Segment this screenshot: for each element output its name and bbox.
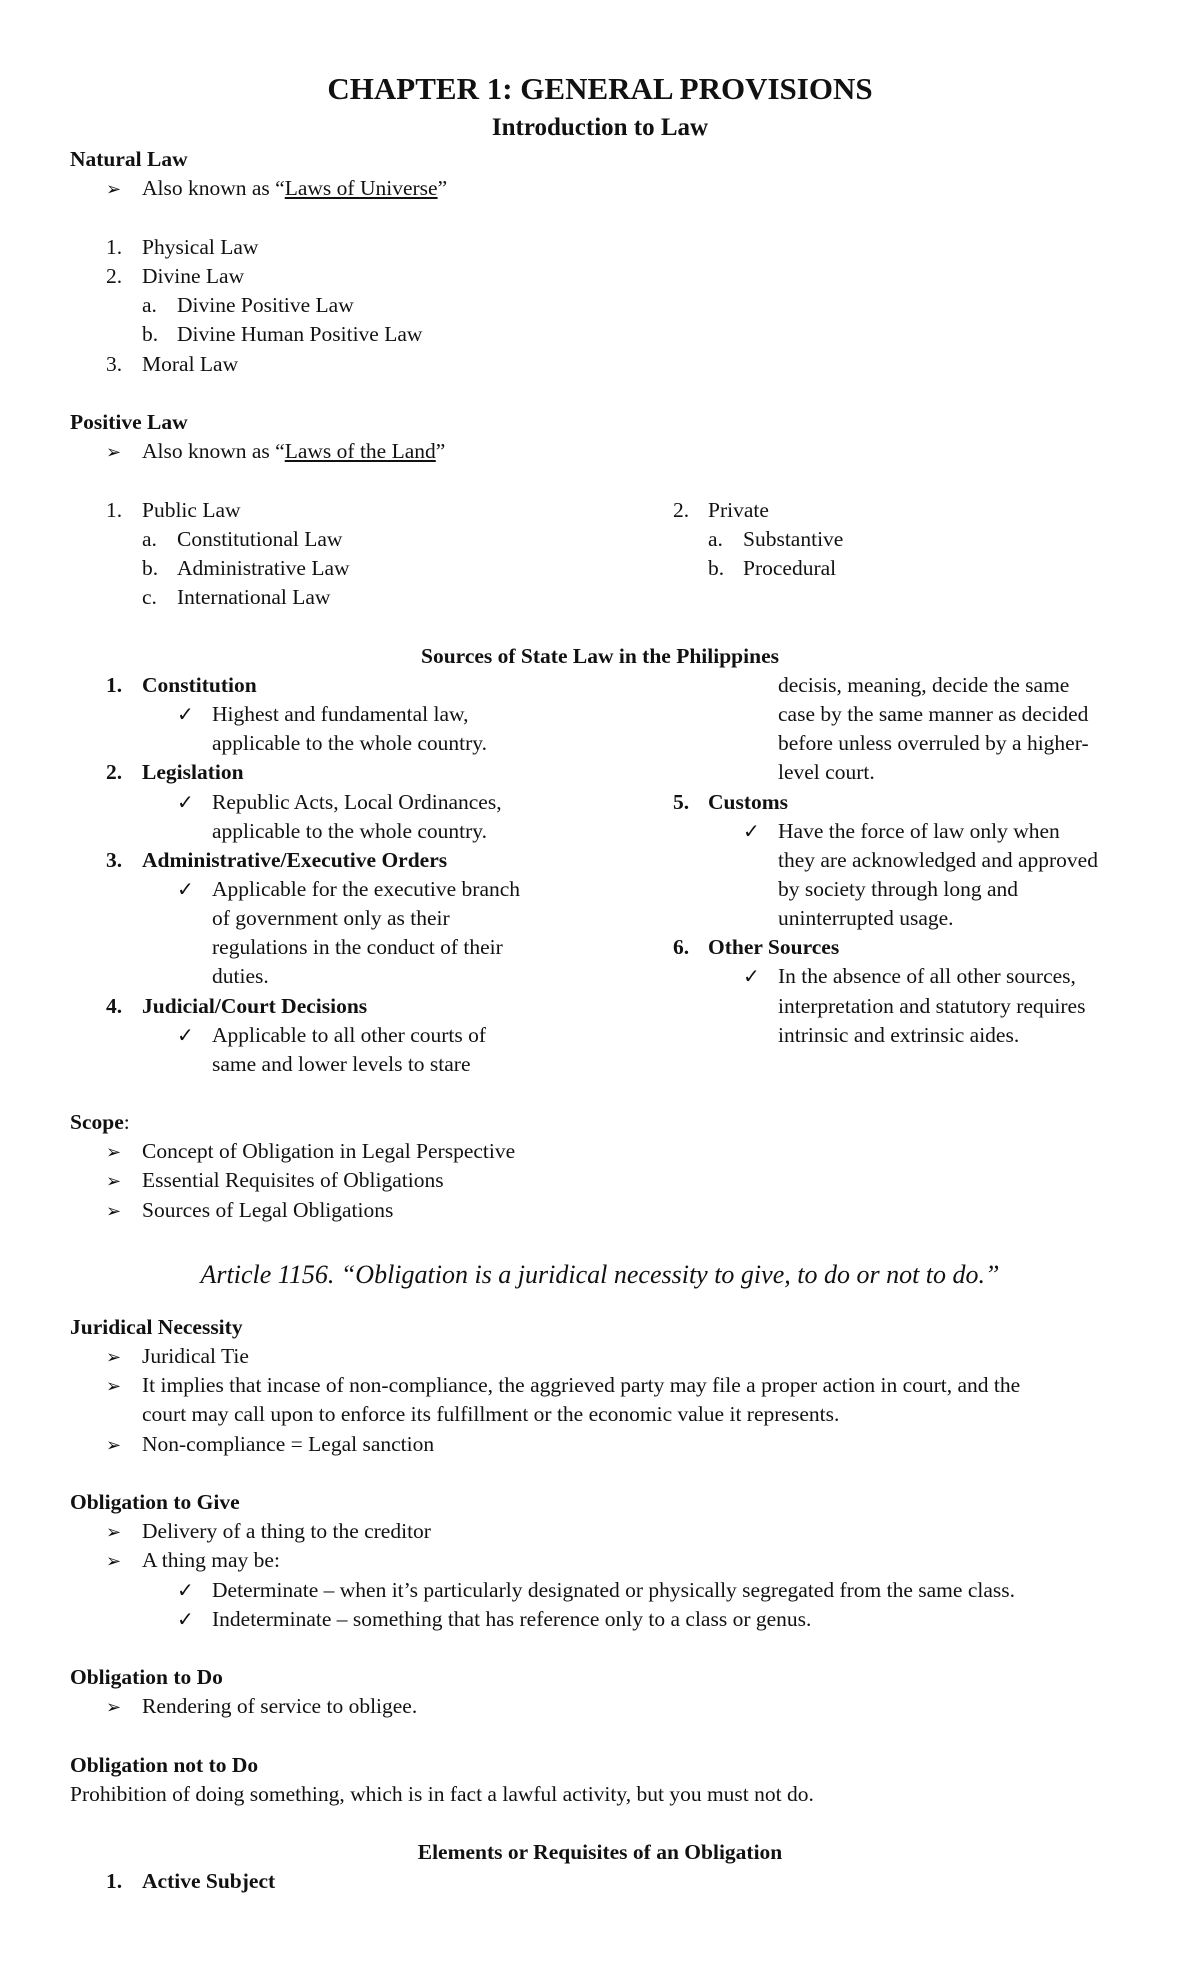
source-desc: applicable to the whole country. xyxy=(212,731,488,755)
source-continuation: case by the same manner as decided xyxy=(778,702,1089,726)
source-desc: duties. xyxy=(212,964,269,988)
not-do-text: Prohibition of doing something, which is in fact a lawful activity, but you must not do. xyxy=(70,1782,814,1806)
arrow-bullet-icon: ➢ xyxy=(106,1435,122,1455)
positive-law-aka: Also known as “Laws of the Land” xyxy=(142,439,446,463)
arrow-bullet-icon: ➢ xyxy=(106,1551,122,1571)
check-icon: ✓ xyxy=(177,1580,194,1602)
natural-law-item: Moral Law xyxy=(142,352,239,376)
list-number: 1. xyxy=(106,235,123,259)
list-letter: a. xyxy=(708,527,723,551)
arrow-bullet-icon: ➢ xyxy=(106,1142,122,1162)
article-quote: Article 1156. “Obligation is a juridical necessity to give, to do or not to do.” xyxy=(200,1260,1000,1289)
give-check-item: Indeterminate – something that has reference only to a class or genus. xyxy=(212,1607,812,1631)
arrow-bullet-icon: ➢ xyxy=(106,1376,122,1396)
check-icon: ✓ xyxy=(743,821,760,843)
source-title: Judicial/Court Decisions xyxy=(142,994,368,1018)
do-heading: Obligation to Do xyxy=(70,1665,223,1689)
list-number: 1. xyxy=(106,1869,123,1893)
source-desc: intrinsic and extrinsic aides. xyxy=(778,1023,1020,1047)
source-number: 4. xyxy=(106,994,123,1018)
juridical-item: Non-compliance = Legal sanction xyxy=(142,1432,435,1456)
source-desc: uninterrupted usage. xyxy=(778,906,954,930)
check-icon: ✓ xyxy=(177,1609,194,1631)
check-icon: ✓ xyxy=(177,1025,194,1047)
arrow-bullet-icon: ➢ xyxy=(106,1697,122,1717)
arrow-bullet-icon: ➢ xyxy=(106,1347,122,1367)
list-number: 3. xyxy=(106,352,123,376)
natural-law-aka: Also known as “Laws of Universe” xyxy=(142,176,448,200)
juridical-item-cont: court may call upon to enforce its fulfillment or the economic value it represents. xyxy=(142,1402,840,1426)
list-letter: a. xyxy=(142,293,157,317)
source-desc: applicable to the whole country. xyxy=(212,819,488,843)
source-desc: Highest and fundamental law, xyxy=(212,702,469,726)
positive-law-heading: Positive Law xyxy=(70,410,188,434)
list-letter: b. xyxy=(142,322,159,346)
source-desc: interpretation and statutory requires xyxy=(778,994,1086,1018)
give-item: Delivery of a thing to the creditor xyxy=(142,1519,431,1543)
private-law-sub: Procedural xyxy=(743,556,837,580)
give-item: A thing may be: xyxy=(142,1548,280,1572)
list-number: 2. xyxy=(106,264,123,288)
divine-sub-item: Divine Human Positive Law xyxy=(177,322,423,346)
scope-item: Sources of Legal Obligations xyxy=(142,1198,394,1222)
arrow-bullet-icon: ➢ xyxy=(106,1201,122,1221)
give-check-item: Determinate – when it’s particularly designated or physically segregated from the same class. xyxy=(212,1578,1015,1602)
source-desc: regulations in the conduct of their xyxy=(212,935,503,959)
arrow-bullet-icon: ➢ xyxy=(106,179,122,199)
source-desc: they are acknowledged and approved xyxy=(778,848,1098,872)
scope-heading: Scope: xyxy=(70,1110,130,1134)
source-number: 2. xyxy=(106,760,123,784)
check-icon: ✓ xyxy=(177,704,194,726)
elements-item: Active Subject xyxy=(142,1869,276,1893)
source-number: 6. xyxy=(673,935,690,959)
source-desc: In the absence of all other sources, xyxy=(778,964,1076,988)
list-letter: a. xyxy=(142,527,157,551)
source-title: Customs xyxy=(708,790,789,814)
check-icon: ✓ xyxy=(177,792,194,814)
natural-law-item: Physical Law xyxy=(142,235,259,259)
check-icon: ✓ xyxy=(743,966,760,988)
source-desc: Republic Acts, Local Ordinances, xyxy=(212,790,502,814)
juridical-item: It implies that incase of non-compliance, the aggrieved party may file a proper action in court, and the xyxy=(142,1373,1021,1397)
section-subtitle: Introduction to Law xyxy=(491,114,709,141)
do-item: Rendering of service to obligee. xyxy=(142,1694,418,1718)
source-number: 3. xyxy=(106,848,123,872)
list-number: 1. xyxy=(106,498,123,522)
source-continuation: level court. xyxy=(778,760,875,784)
source-title: Administrative/Executive Orders xyxy=(142,848,448,872)
public-law-sub: International Law xyxy=(177,585,331,609)
list-letter: b. xyxy=(142,556,159,580)
public-law-label: Public Law xyxy=(142,498,241,522)
arrow-bullet-icon: ➢ xyxy=(106,1171,122,1191)
source-title: Constitution xyxy=(142,673,257,697)
source-desc: by society through long and xyxy=(778,877,1019,901)
source-number: 5. xyxy=(673,790,690,814)
scope-item: Essential Requisites of Obligations xyxy=(142,1168,444,1192)
source-desc: Have the force of law only when xyxy=(778,819,1060,843)
public-law-sub: Constitutional Law xyxy=(177,527,343,551)
private-law-label: Private xyxy=(708,498,769,522)
list-letter: b. xyxy=(708,556,725,580)
elements-heading: Elements or Requisites of an Obligation xyxy=(417,1840,783,1864)
scope-item: Concept of Obligation in Legal Perspective xyxy=(142,1139,516,1163)
source-title: Other Sources xyxy=(708,935,840,959)
juridical-heading: Juridical Necessity xyxy=(70,1315,243,1339)
source-continuation: before unless overruled by a higher- xyxy=(778,731,1089,755)
list-number: 2. xyxy=(673,498,690,522)
source-continuation: decisis, meaning, decide the same xyxy=(778,673,1070,697)
chapter-title: CHAPTER 1: GENERAL PROVISIONS xyxy=(327,71,873,106)
give-heading: Obligation to Give xyxy=(70,1490,240,1514)
juridical-item: Juridical Tie xyxy=(142,1344,249,1368)
list-letter: c. xyxy=(142,585,157,609)
source-desc: of government only as their xyxy=(212,906,450,930)
natural-law-item: Divine Law xyxy=(142,264,245,288)
not-do-heading: Obligation not to Do xyxy=(70,1753,259,1777)
source-number: 1. xyxy=(106,673,123,697)
source-desc: Applicable for the executive branch xyxy=(212,877,521,901)
arrow-bullet-icon: ➢ xyxy=(106,442,122,462)
private-law-sub: Substantive xyxy=(743,527,844,551)
arrow-bullet-icon: ➢ xyxy=(106,1522,122,1542)
check-icon: ✓ xyxy=(177,879,194,901)
public-law-sub: Administrative Law xyxy=(177,556,350,580)
source-title: Legislation xyxy=(142,760,244,784)
natural-law-heading: Natural Law xyxy=(70,147,188,171)
divine-sub-item: Divine Positive Law xyxy=(177,293,354,317)
sources-heading: Sources of State Law in the Philippines xyxy=(421,644,779,668)
source-desc: Applicable to all other courts of xyxy=(212,1023,487,1047)
source-desc: same and lower levels to stare xyxy=(212,1052,471,1076)
